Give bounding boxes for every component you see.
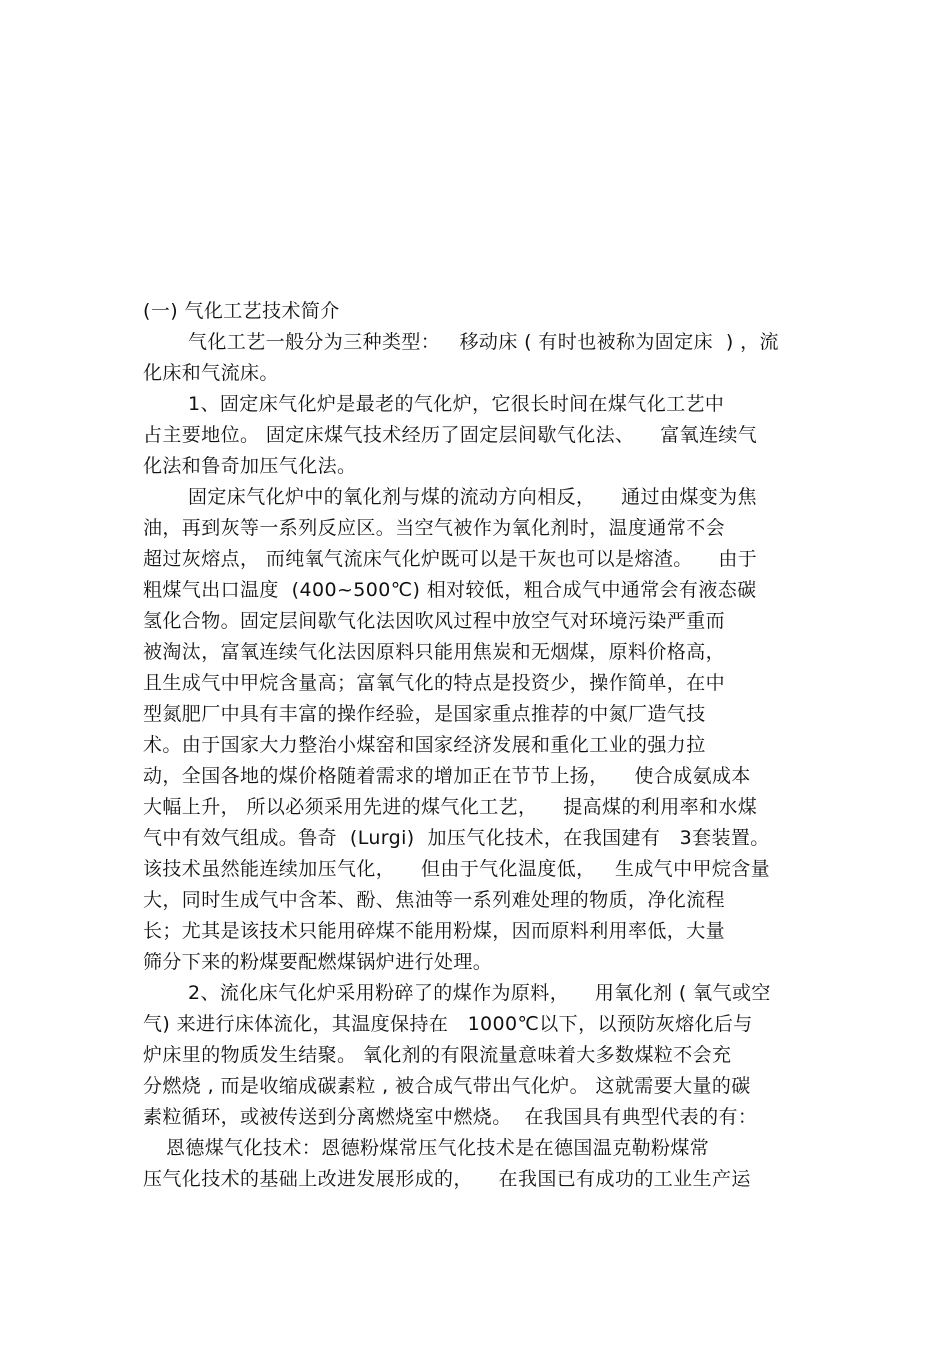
text-line: 恩德煤气化技术：恩德粉煤常压气化技术是在德国温克勒粉煤常 bbox=[166, 1137, 710, 1159]
text-line: 且生成气中甲烷含量高；富氧气化的特点是投资少，操作简单，在中 bbox=[143, 672, 726, 694]
text-line: 2、流化床气化炉采用粉碎了的煤作为原料， 用氧化剂 ( 氧气或空 bbox=[188, 982, 771, 1004]
text-line: 该技术虽然能连续加压气化， 但由于气化温度低， 生成气中甲烷含量 bbox=[143, 858, 771, 880]
text-line: 动，全国各地的煤价格随着需求的增加正在节节上扬， 使合成氨成本 bbox=[143, 765, 751, 787]
text-line: 素粒循环，或被传送到分离燃烧室中燃烧。 在我国具有典型代表的有： bbox=[143, 1106, 758, 1128]
text-line: 气) 来进行床体流化，其温度保持在 1000℃以下，以预防灰熔化后与 bbox=[143, 1013, 753, 1035]
text-line: 炉床里的物质发生结聚。 氧化剂的有限流量意味着大多数煤粒不会充 bbox=[143, 1044, 732, 1066]
section-heading: (一) 气化工艺技术简介 bbox=[143, 300, 340, 322]
text-line: 型氮肥厂中具有丰富的操作经验，是国家重点推荐的中氮厂造气技 bbox=[143, 703, 706, 725]
text-line: 被淘汰，富氧连续气化法因原料只能用焦炭和无烟煤，原料价格高， bbox=[143, 641, 726, 663]
text-line: 化床和气流床。 bbox=[143, 362, 279, 384]
text-line: 氢化合物。固定层间歇气化法因吹风过程中放空气对环境污染严重而 bbox=[143, 610, 726, 632]
text-line: 气中有效气组成。鲁奇 (Lurgi) 加压气化技术，在我国建有 3套装置。 bbox=[143, 827, 770, 849]
text-line: 压气化技术的基础上改进发展形成的， 在我国已有成功的工业生产运 bbox=[143, 1168, 751, 1190]
text-line: 分燃烧 , 而是收缩成碳素粒 , 被合成气带出气化炉。 这就需要大量的碳 bbox=[143, 1075, 751, 1097]
text-line: 筛分下来的粉煤要配燃煤锅炉进行处理。 bbox=[143, 951, 493, 973]
text-line: 油，再到灰等一系列反应区。当空气被作为氧化剂时，温度通常不会 bbox=[143, 517, 726, 539]
text-line: 1、固定床气化炉是最老的气化炉，它很长时间在煤气化工艺中 bbox=[188, 393, 725, 415]
text-line: 大幅上升， 所以必须采用先进的煤气化工艺， 提高煤的利用率和水煤 bbox=[143, 796, 758, 818]
text-line: 粗煤气出口温度 (400~500℃) 相对较低，粗合成气中通常会有液态碳 bbox=[143, 579, 757, 601]
text-line: 占主要地位。 固定床煤气技术经历了固定层间歇气化法、 富氧连续气 bbox=[143, 424, 758, 446]
text-line: 术。由于国家大力整治小煤窑和国家经济发展和重化工业的强力拉 bbox=[143, 734, 706, 756]
text-line: 化法和鲁奇加压气化法。 bbox=[143, 455, 357, 477]
text-line: 气化工艺一般分为三种类型： 移动床 ( 有时也被称为固定床 ) ，流 bbox=[188, 331, 779, 353]
text-line: 超过灰熔点， 而纯氧气流床气化炉既可以是干灰也可以是熔渣。 由于 bbox=[143, 548, 758, 570]
text-line: 长；尤其是该技术只能用碎煤不能用粉煤，因而原料利用率低，大量 bbox=[143, 920, 726, 942]
text-line: 固定床气化炉中的氧化剂与煤的流动方向相反， 通过由煤变为焦 bbox=[188, 486, 757, 508]
text-line: 大，同时生成气中含苯、酚、焦油等一系列难处理的物质，净化流程 bbox=[143, 889, 726, 911]
